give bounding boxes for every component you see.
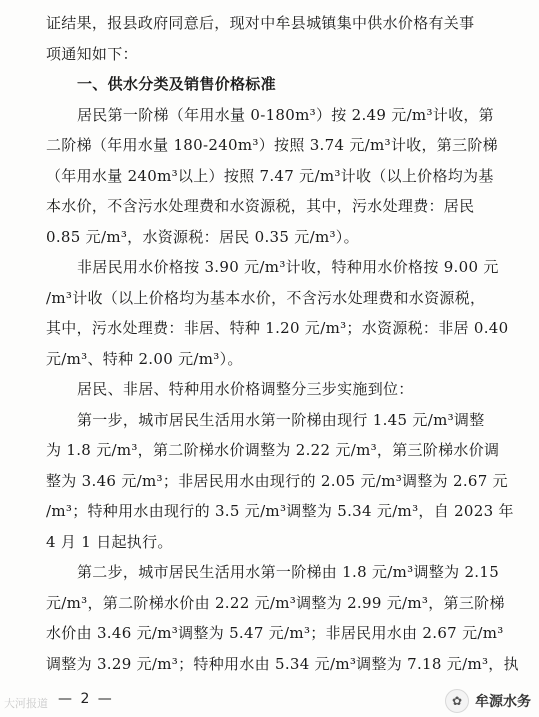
text-line: 本水价，不含污水处理费和水资源税，其中，污水处理费：居民 (46, 197, 475, 215)
brand-badge (445, 689, 531, 713)
text-line: 为 1.8 元/m³，第二阶梯水价调整为 2.22 元/m³，第三阶梯水价调 (46, 441, 500, 459)
section-heading: 一、供水分类及销售价格标准 (77, 75, 276, 93)
text-line: 4 月 1 日起执行。 (46, 532, 173, 551)
text-line: 居民、非居、特种用水价格调整分三步实施到位： (77, 380, 414, 398)
watermark: 大河报道 (4, 697, 48, 710)
text-line: 证结果，报县政府同意后，现对中牟县城镇集中供水价格有关事 (46, 14, 475, 32)
text-line: 项通知如下： (46, 44, 138, 63)
wechat-icon: ✿ (445, 689, 469, 713)
text-line: 水价由 3.46 元/m³调整为 5.47 元/m³；非居民用水由 2.67 元/m³ (46, 624, 504, 642)
text-line: 元/m³，第二阶梯水价由 2.22 元/m³调整为 2.99 元/m³，第三阶梯 (46, 593, 505, 612)
text-line: /m³计收（以上价格均为基本水价，不含污水处理费和水资源税， (46, 288, 486, 307)
brand-name: 牟源水务 (475, 694, 531, 710)
text-line: 非居民用水价格按 3.90 元/m³计收，特种用水价格按 9.00 元 (77, 258, 499, 276)
page-number: — 2 — (58, 691, 114, 707)
text-line: （年用水量 240m³以上）按照 7.47 元/m³计收（以上价格均为基 (46, 166, 494, 185)
text-line: /m³；特种用水由现行的 3.5 元/m³调整为 5.34 元/m³，自 2023 年 (46, 502, 514, 520)
text-line: 元/m³、特种 2.00 元/m³）。 (46, 349, 243, 368)
text-line: 二阶梯（年用水量 180-240m³）按照 3.74 元/m³计收，第三阶梯 (46, 136, 498, 154)
text-line: 调整为 3.29 元/m³；特种用水由 5.34 元/m³调整为 7.18 元/m³，执 (46, 654, 519, 673)
text-line: 第二步，城市居民生活用水第一阶梯由 1.8 元/m³调整为 2.15 (77, 563, 500, 581)
page-footer (0, 687, 539, 717)
text-line: 0.85 元/m³，水资源税：居民 0.35 元/m³）。 (46, 227, 359, 246)
document-body (46, 8, 519, 679)
text-line: 居民第一阶梯（年用水量 0-180m³）按 2.49 元/m³计收，第 (77, 105, 494, 124)
text-line: 其中，污水处理费：非居、特种 1.20 元/m³；水资源税：非居 0.40 (46, 319, 509, 337)
text-line: 整为 3.46 元/m³；非居民用水由现行的 2.05 元/m³调整为 2.67 元 (46, 471, 508, 490)
text-line: 第一步，城市居民生活用水第一阶梯由现行 1.45 元/m³调整 (77, 410, 485, 429)
